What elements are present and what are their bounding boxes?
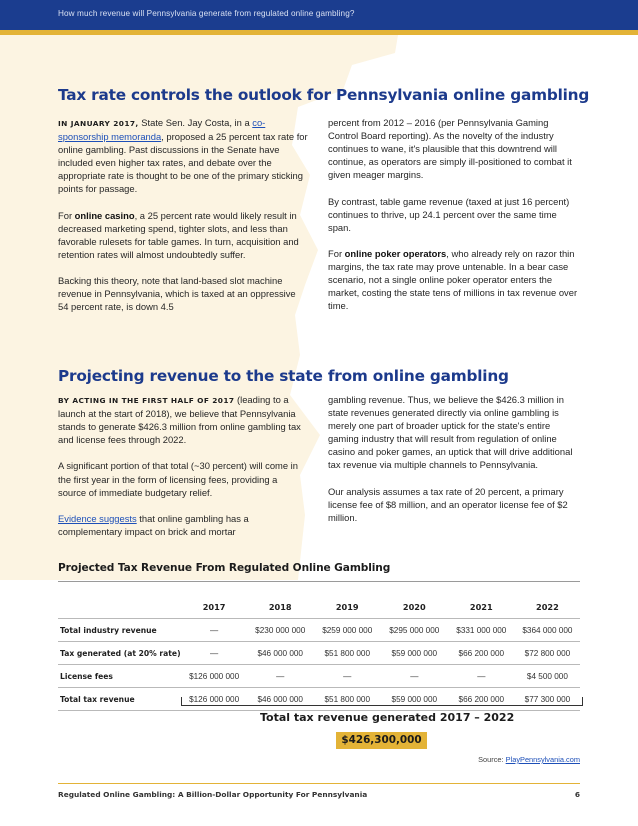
paragraph: Our analysis assumes a tax rate of 20 percent, a primary license fee of $8 million, and an operator license fee of $2 million. <box>328 485 568 523</box>
lead-in: BY ACTING IN THE FIRST HALF OF 2017 <box>58 396 235 405</box>
total-value-badge: $426,300,000 <box>336 732 427 749</box>
section-heading-tax-rate: Tax rate controls the outlook for Pennsylvania online gambling <box>58 86 590 104</box>
paragraph: percent from 2012 – 2016 (per Pennsylvania Gaming Control Board reporting). As the novelty of the industry continues to wane, it's plausible that this downtrend will continue, as operators are simply ill-positioned to combat it given meager margins. <box>328 117 572 181</box>
header-title: How much revenue will Pennsylvania generate from regulated online gambling? <box>58 9 355 18</box>
table-cell: $77 300 000 <box>515 688 580 711</box>
table-cell: $59 000 000 <box>381 642 448 665</box>
table-cell: — <box>381 665 448 688</box>
table-cell: $331 000 000 <box>448 619 515 642</box>
column-header: 2019 <box>335 602 359 612</box>
table-cell: $259 000 000 <box>314 619 381 642</box>
column-header: 2021 <box>469 602 493 612</box>
evidence-suggests-link[interactable]: Evidence suggests <box>58 512 137 524</box>
total-bracket <box>181 697 583 706</box>
table-header-blank <box>58 596 182 619</box>
online-casino-term: online casino <box>74 209 135 221</box>
paragraph: By contrast, table game revenue (taxed at just 16 percent) continues to thrive, up 24.1 percent over the same time span. <box>328 195 570 233</box>
page-number: 6 <box>574 790 580 799</box>
table-cell: $66 200 000 <box>448 688 515 711</box>
co-sponsorship-link[interactable]: co-sponsorship memoranda <box>58 117 266 143</box>
footer-divider <box>58 783 580 784</box>
table-cell: $126 000 000 <box>182 688 247 711</box>
table-cell: $51 800 000 <box>314 688 381 711</box>
paragraph: gambling revenue. Thus, we believe the $426.3 million in state revenues generated directly via online gambling is merely one part of broader uptick for the state's entire gaming industry that will result from regulation of online casino and poker games, an uptick that will drive additional tax revenue via multiple channels to Pennsylvania. <box>328 394 573 471</box>
header-bar <box>0 0 638 30</box>
table-cell: — <box>314 665 381 688</box>
table-cell: $126 000 000 <box>182 665 247 688</box>
table-cell: $51 800 000 <box>314 642 381 665</box>
table-cell: — <box>182 619 247 642</box>
table-row <box>58 619 580 642</box>
table-row <box>58 665 580 688</box>
paragraph: Backing this theory, note that land-based slot machine revenue in Pennsylvania, which is taxed at an oppressive 54 percent rate, is down 4.5 <box>58 275 296 313</box>
row-label: Total industry revenue <box>58 619 182 642</box>
section2-right-column <box>328 393 580 537</box>
column-header: 2020 <box>402 602 426 612</box>
table-cell: $4 500 000 <box>515 665 580 688</box>
column-header: 2017 <box>202 602 226 612</box>
total-label: Total tax revenue generated 2017 – 2022 <box>260 711 515 724</box>
table-cell: $364 000 000 <box>515 619 580 642</box>
row-label: Total tax revenue <box>58 688 182 711</box>
footer-title: Regulated Online Gambling: A Billion-Dollar Opportunity For Pennsylvania <box>58 790 368 799</box>
table-cell: $46 000 000 <box>247 688 314 711</box>
lead-in: IN JANUARY 2017, <box>58 119 139 128</box>
table-cell: $46 000 000 <box>247 642 314 665</box>
section-heading-projecting-revenue: Projecting revenue to the state from online gambling <box>58 367 509 385</box>
table-row <box>58 642 580 665</box>
paragraph: A significant portion of that total (~30 percent) will come in the first year in the form of licensing fees, providing a source of immediate budgetary relief. <box>58 460 298 498</box>
online-poker-term: online poker operators <box>344 247 447 259</box>
table-header-row <box>58 596 580 619</box>
table-cell: $72 800 000 <box>515 642 580 665</box>
section1-left-column: IN JANUARY 2017, State Sen. Jay Costa, in a co-sponsorship memoranda, proposed a 25 percent tax rate for online gambling. Past discussions in the Senate have included even higher tax rates, and debate over the appropriate rate is thought to be one of the primary sticking points for passage. For online casino, a 25 percent rate would likely result in decreased marketing spend, tighter slots, and less than favorable rulesets for table games. In turn, acquisition and retention rates will almost undoubtedly suffer. Backing this theory, note that land-based slot machine revenue in Pennsylvania, which is taxed at an oppressive 54 percent rate, is down 4.5 <box>58 117 308 313</box>
row-label: Tax generated (at 20% rate) <box>58 642 182 665</box>
section2-left-column: BY ACTING IN THE FIRST HALF OF 2017 (leading to a launch at the start of 2018), we believe that Pennsylvania stands to generate $426.3 million from online gambling tax and license fees through 2022. A significant portion of that total (~30 percent) will come in the first year in the form of licensing fees, providing a source of immediate budgetary relief. Evidence suggests that online gambling has a complementary impact on brick and mortar <box>58 393 308 551</box>
table-cell: — <box>247 665 314 688</box>
revenue-table <box>58 596 580 711</box>
column-header: 2018 <box>268 602 292 612</box>
table-cell: $230 000 000 <box>247 619 314 642</box>
table-cell: $66 200 000 <box>448 642 515 665</box>
table-cell: — <box>448 665 515 688</box>
table-cell: $59 000 000 <box>381 688 448 711</box>
table-cell: — <box>182 642 247 665</box>
column-header: 2022 <box>536 602 559 612</box>
table-title: Projected Tax Revenue From Regulated Online Gambling <box>58 562 391 574</box>
source-link[interactable]: PlayPennsylvania.com <box>505 755 580 764</box>
source-note: Source: PlayPennsylvania.com <box>478 755 580 764</box>
row-label: License fees <box>58 665 182 688</box>
section1-right-column: percent from 2012 – 2016 (per Pennsylvania Gaming Control Board reporting). As the novelty of the industry continues to wane, it's plausible that this downtrend will continue, as operators are simply ill-positioned to combat it given meager margins. By contrast, table game revenue (taxed at just 16 percent) continues to thrive, up 24.1 percent over the same time span. For online poker operators, who already rely on razor thin margins, the tax rate may prove untenable. In a bear case scenario, not a single online poker operator enters the market, costing the state tens of millions in tax revenue over time. <box>328 116 580 326</box>
table-cell: $295 000 000 <box>381 619 448 642</box>
table-title-divider <box>58 581 580 582</box>
